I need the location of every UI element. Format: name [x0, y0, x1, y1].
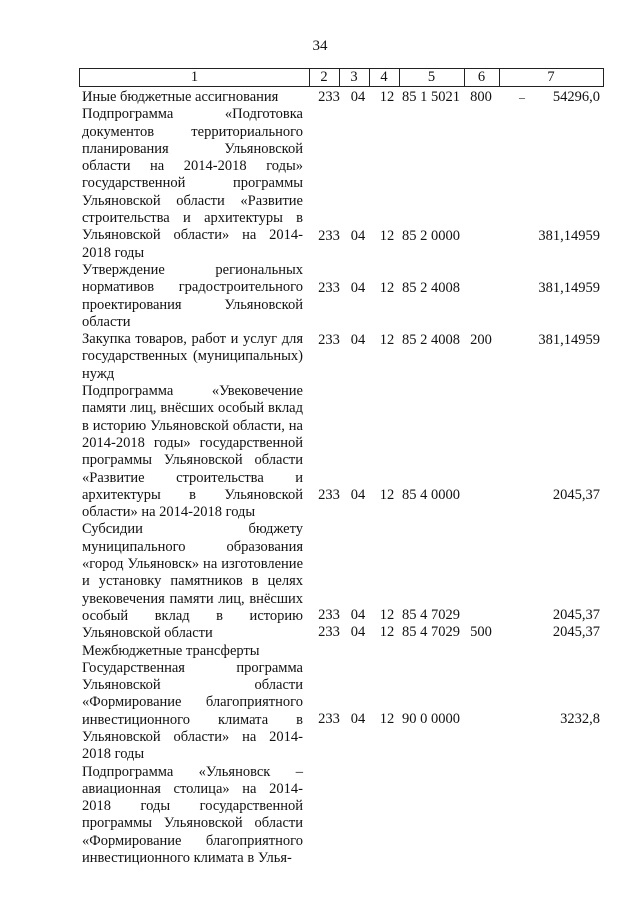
- cell-target-article: 90 0 0000: [402, 711, 460, 727]
- header-col-2: 2: [320, 69, 328, 85]
- header-col-7: 7: [547, 69, 555, 85]
- cell-subsection: 12: [379, 332, 395, 348]
- cell-target-article: 85 2 4008: [402, 332, 460, 348]
- cell-amount: 3232,8: [560, 711, 600, 727]
- description-column: [82, 89, 303, 867]
- cell-subsection: 12: [379, 607, 395, 623]
- cell-target-article: 85 4 0000: [402, 487, 460, 503]
- cell-target-article: 85 4 7029: [402, 624, 460, 640]
- cell-section: 04: [350, 332, 366, 348]
- header-col-3: 3: [350, 69, 358, 85]
- cell-ministry: 233: [318, 624, 340, 640]
- table-row: [0, 89, 640, 106]
- row-description: Межбюджетные трансферты: [82, 642, 260, 659]
- table-row: [0, 711, 640, 728]
- cell-section: 04: [350, 487, 366, 503]
- cell-ministry: 233: [318, 711, 340, 727]
- cell-ministry: 233: [318, 228, 340, 244]
- row-description: Подпрограмма «Подготовка документов территориального планирования Ульяновской области на 2014-2018 годы» государственной программы Ульяновской области «Развитие строительства и архитектуры в Ульяновской области» на 2014-2018 годы: [82, 106, 303, 261]
- cell-ministry: 233: [318, 280, 340, 296]
- cell-amount: 54296,0: [552, 89, 600, 105]
- row-description: Закупка товаров, работ и услуг для государственных (муниципальных) нужд: [82, 331, 303, 382]
- cell-expense-type: 500: [470, 624, 492, 640]
- table-header-row: [79, 68, 604, 87]
- cell-subsection: 12: [379, 624, 395, 640]
- cell-subsection: 12: [379, 280, 395, 296]
- cell-ministry: 233: [318, 487, 340, 503]
- cell-target-article: 85 2 4008: [402, 280, 460, 296]
- cell-ministry: 233: [318, 89, 340, 105]
- cell-section: 04: [350, 228, 366, 244]
- cell-amount: 2045,37: [552, 487, 600, 503]
- table-row: [0, 624, 640, 641]
- cell-amount: 2045,37: [552, 624, 600, 640]
- cell-section: 04: [350, 607, 366, 623]
- cell-subsection: 12: [379, 711, 395, 727]
- cell-target-article: 85 1 5021: [402, 89, 460, 105]
- cell-amount: 381,14959: [538, 332, 600, 348]
- cell-expense-type: 800: [470, 89, 492, 105]
- cell-ministry: 233: [318, 607, 340, 623]
- cell-expense-type: 200: [470, 332, 492, 348]
- page-number: 34: [312, 38, 328, 54]
- table-row: [0, 607, 640, 624]
- row-description: Утверждение региональных нормативов градостроительного проектирования Ульяновской области: [82, 261, 303, 330]
- cell-amount: 2045,37: [552, 607, 600, 623]
- table-row: [0, 332, 640, 349]
- cell-amount: 381,14959: [538, 228, 600, 244]
- stray-mark: –: [519, 90, 525, 104]
- cell-subsection: 12: [379, 89, 395, 105]
- cell-amount: 381,14959: [538, 280, 600, 296]
- cell-section: 04: [350, 711, 366, 727]
- header-col-6: 6: [477, 69, 486, 85]
- row-description: Субсидии бюджету муниципального образования «город Ульяновск» на изготовление и установку памятников в целях увековечения памяти лиц, внёсших особый вклад в историю Ульяновской области: [82, 521, 303, 642]
- row-description: Государственная программа Ульяновской области «Формирование благоприятного инвестиционного климата в Ульяновской области» на 2014-2018 годы: [82, 659, 303, 763]
- cell-target-article: 85 2 0000: [402, 228, 460, 244]
- row-description: Иные бюджетные ассигнования: [82, 89, 279, 105]
- cell-subsection: 12: [379, 487, 395, 503]
- row-description: Подпрограмма «Ульяновск – авиационная столица» на 2014-2018 годы государственной программы Ульяновской области «Формирование благоприятного инвестиционного климата в Улья-: [82, 763, 303, 867]
- row-description: Подпрограмма «Увековечение памяти лиц, внёсших особый вклад в историю Ульяновской области, на 2014-2018 годы» государственной программы Ульяновской области «Развитие строительства и архитектуры в Ульяновской области» на 2014-2018 годы: [82, 383, 303, 521]
- cell-section: 04: [350, 89, 366, 105]
- cell-subsection: 12: [379, 228, 395, 244]
- cell-section: 04: [350, 624, 366, 640]
- header-col-5: 5: [427, 69, 436, 85]
- header-col-1: 1: [190, 69, 199, 85]
- table-row: [0, 487, 640, 504]
- cell-ministry: 233: [318, 332, 340, 348]
- cell-target-article: 85 4 7029: [402, 607, 460, 623]
- cell-section: 04: [350, 280, 366, 296]
- table-row: [0, 280, 640, 297]
- header-col-4: 4: [380, 69, 388, 85]
- table-row: [0, 228, 640, 245]
